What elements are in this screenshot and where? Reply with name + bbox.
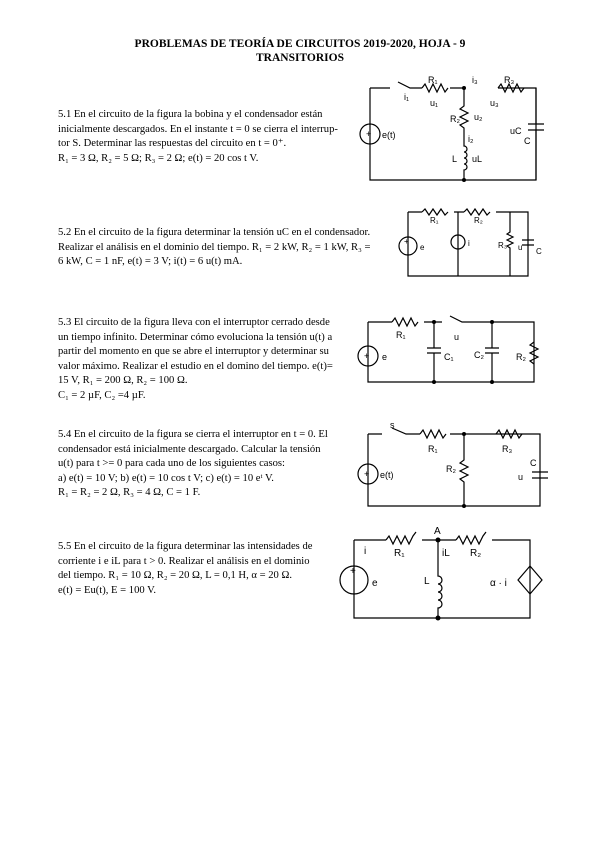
label-c2: C₂ [474, 350, 484, 360]
problem-line: del tiempo. R₁ = 10 Ω, R₂ = 20 Ω, L = 0,1 H, α = 20 Ω. [58, 570, 292, 582]
label-i1: i₁ [404, 92, 410, 102]
label-c: C [530, 458, 537, 468]
label-r1: R₁ [396, 330, 406, 340]
label-r1: R₁ [430, 216, 439, 225]
problem-line: inicialmente descargados. En el instante t = 0 se cierra el interrup- [58, 123, 338, 135]
problem-line: R₁ = R₂ = 2 Ω, R₃ = 4 Ω, C = 1 F. [58, 487, 201, 499]
label-il: iL [442, 548, 450, 559]
problem-line: 15 V, R₁ = 200 Ω, R₂ = 100 Ω. [58, 375, 188, 387]
problem-5-4-text [58, 428, 358, 501]
problem-line: 5.4 En el circuito de la figura se cierra el interruptor en t = 0. El [58, 429, 328, 440]
label-u3: u₃ [490, 98, 499, 108]
label-c: C [524, 136, 531, 146]
problem-line: a) e(t) = 10 V; b) e(t) = 10 cos t V; c) e(t) = 10 eᵗ V. [58, 472, 274, 484]
label-l: L [424, 576, 430, 587]
label-plus: + [364, 351, 370, 361]
label-a: A [434, 526, 441, 537]
label-r3: R₃ [498, 241, 508, 250]
label-i: i [364, 546, 367, 557]
problem-line: u(t) para t >= 0 para cada uno de los siguientes casos: [58, 458, 285, 470]
problem-line: valor máximo. Realizar el estudio en el domino del tiempo. e(t)= [58, 360, 333, 372]
label-r1: R₁ [428, 444, 438, 454]
label-uc: uC [510, 126, 522, 136]
problem-line: un tiempo infinito. Determinar cómo evoluciona la tensión u(t) a [58, 331, 333, 343]
label-r3: R₃ [504, 75, 515, 85]
problem-5-2-text [58, 226, 388, 270]
problem-line: Realizar el análisis en el dominio del tiempo. R₁ = 2 kW, R₂ = 1 kW, R₃ = [58, 241, 371, 253]
sheet-title: PROBLEMAS DE TEORÍA DE CIRCUITOS 2019-2020, HOJA - 9 [134, 38, 466, 50]
label-ul: uL [472, 154, 483, 164]
problem-line: C₁ = 2 µF, C₂ =4 µF. [58, 389, 146, 401]
label-e: e [372, 578, 378, 589]
circuit-5-2 [398, 206, 548, 282]
problem-line: 5.5 En el circuito de la figura determinar las intensidades de [58, 541, 313, 552]
problem-line: 6 kW, C = 1 nF, e(t) = 3 V; i(t) = 6 u(t) mA. [58, 256, 243, 268]
label-plus: + [404, 237, 409, 246]
circuit-5-4 [358, 420, 548, 510]
problem-line: 5.2 En el circuito de la figura determinar la tensión uC en el condensador. [58, 227, 371, 238]
label-c: C [536, 247, 542, 256]
problem-line: corriente i e iL para t > 0. Realizar el análisis en el dominio [58, 555, 310, 567]
label-r2: R₂ [470, 548, 482, 559]
label-plus: + [366, 129, 372, 139]
problem-line: 5.1 En el circuito de la figura la bobina y el condensador están [58, 109, 323, 120]
label-c1: C₁ [444, 352, 454, 362]
circuit-5-1 [360, 76, 550, 192]
label-u1: u₁ [430, 98, 439, 108]
label-u2: u₂ [474, 112, 483, 122]
label-r2: R₂ [516, 352, 526, 362]
problem-line: e(t) = Eu(t), E = 100 V. [58, 584, 157, 596]
label-e: e [420, 243, 425, 252]
label-r2: R₂ [450, 114, 460, 124]
label-u: u [454, 332, 460, 342]
circuit-5-5 [346, 526, 546, 630]
label-dep: α · i [490, 578, 507, 589]
label-e: e [382, 352, 388, 362]
problem-line: R₁ = 3 Ω, R₂ = 5 Ω; R₃ = 2 Ω; e(t) = 20 cos t V. [58, 152, 259, 164]
label-r1: R₁ [428, 75, 438, 85]
problem-line: condensador está inicialmente descargado. Calcular la tensión [58, 443, 321, 455]
label-i2: i₂ [468, 134, 474, 144]
label-source: e(t) [382, 130, 396, 140]
label-plus: + [350, 566, 356, 577]
label-s: s [390, 420, 395, 430]
label-u: u [518, 472, 524, 482]
problem-line: partir del momento en que se abre el interruptor y determinar su [58, 346, 329, 358]
circuit-5-3 [358, 312, 548, 388]
label-plus: + [364, 469, 370, 479]
label-source: e(t) [380, 470, 394, 480]
problem-5-5-text [58, 540, 358, 598]
problem-line: 5.3 El circuito de la figura lleva con el interruptor cerrado desde [58, 317, 330, 328]
label-l: L [452, 154, 458, 164]
label-r2: R₂ [446, 464, 456, 474]
sheet-subtitle: TRANSITORIOS [256, 52, 344, 64]
label-u: u [518, 243, 523, 252]
label-r2: R₂ [474, 216, 483, 225]
label-r3: R₃ [502, 444, 513, 454]
problem-5-1-text [58, 108, 358, 166]
problem-line: tor S. Determinar las respuestas del circuito en t = 0⁺. [58, 138, 287, 150]
label-i: i [468, 239, 470, 248]
label-i3: i₃ [472, 75, 478, 85]
label-r1: R₁ [394, 548, 405, 559]
problem-5-3-text [58, 316, 358, 404]
